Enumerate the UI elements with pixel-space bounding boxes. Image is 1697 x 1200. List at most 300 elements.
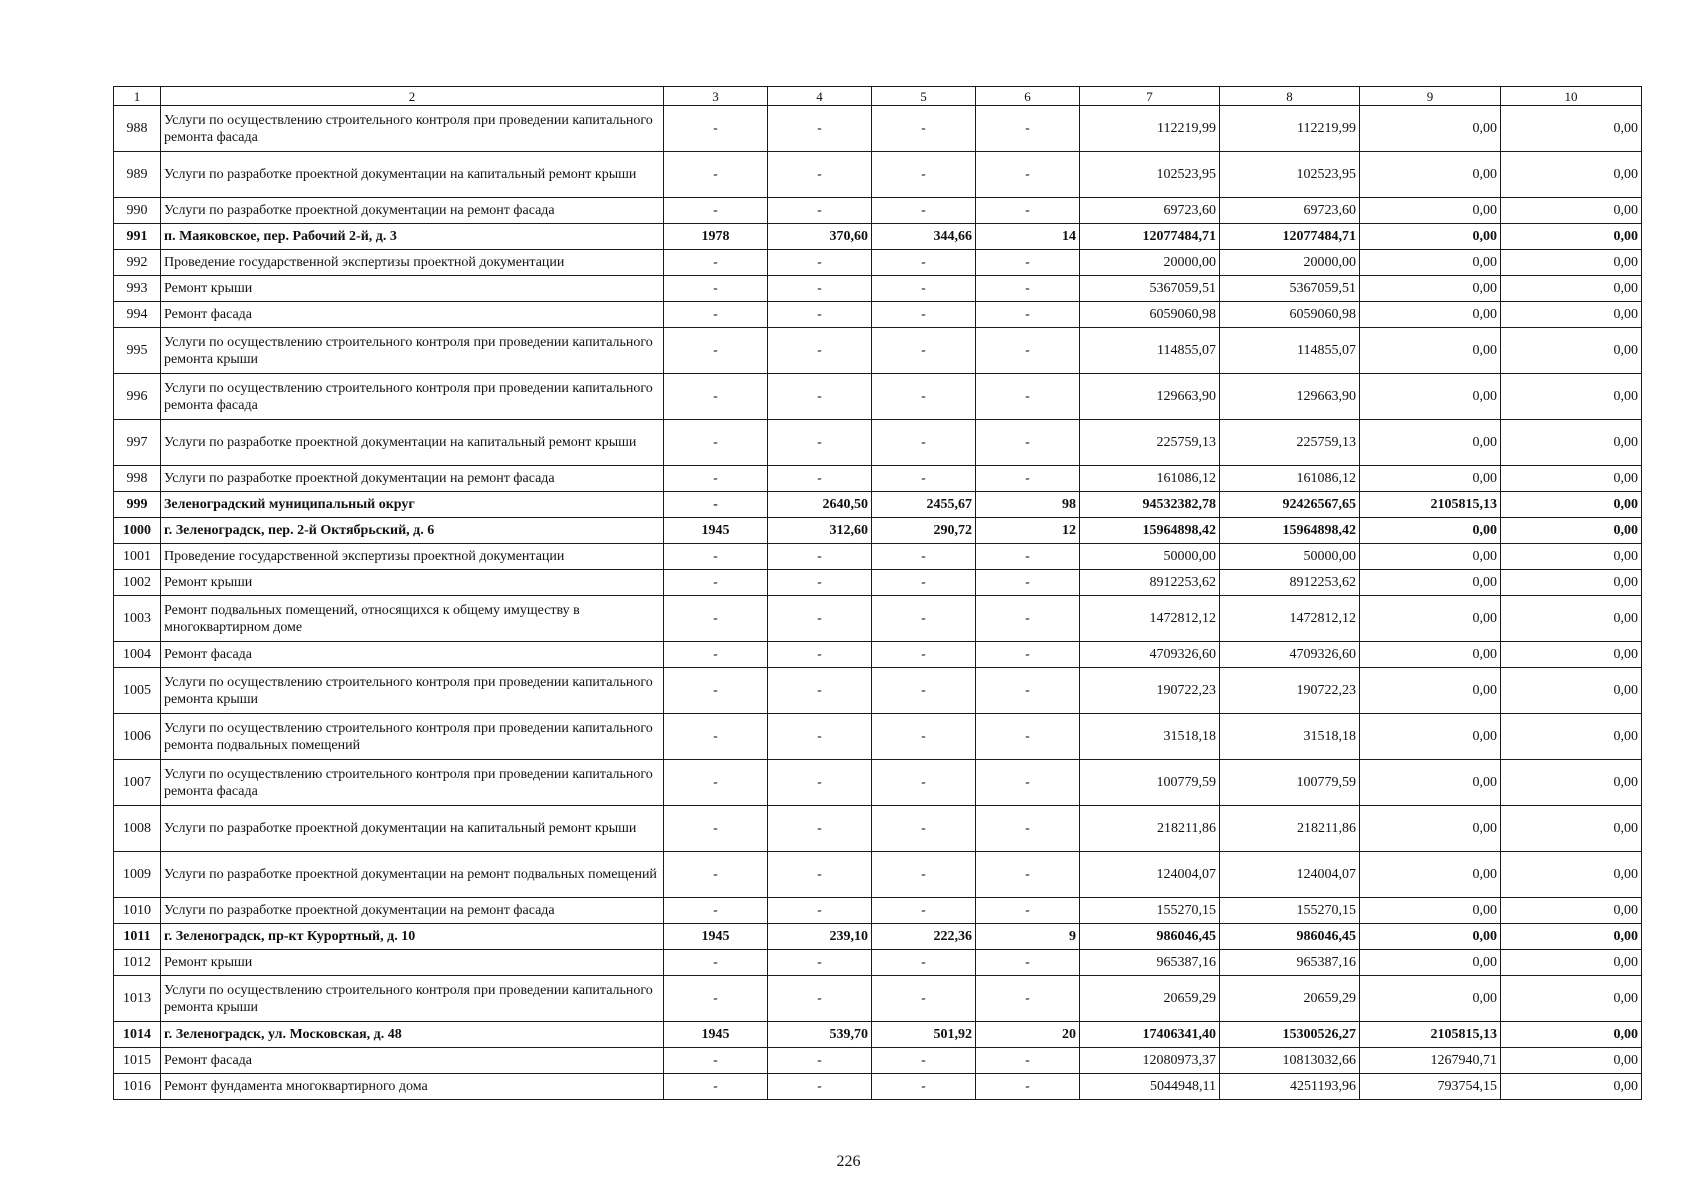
col-8-cell: 50000,00 (1220, 544, 1360, 570)
table-row (114, 466, 1642, 492)
col-4-cell: 370,60 (768, 224, 872, 250)
col-9-cell: 0,00 (1360, 950, 1501, 976)
col-9-cell: 0,00 (1360, 642, 1501, 668)
item-name-cell: г. Зеленоградск, пр-кт Курортный, д. 10 (161, 924, 664, 950)
row-number-cell: 1007 (114, 760, 161, 806)
item-name-cell: Услуги по осуществлению строительного контроля при проведении капитального ремонта подвальных помещений (161, 714, 664, 760)
col-7-cell: 15964898,42 (1080, 518, 1220, 544)
row-number-cell: 997 (114, 420, 161, 466)
col-9-cell: 0,00 (1360, 898, 1501, 924)
col-9-cell: 2105815,13 (1360, 492, 1501, 518)
col-8-cell: 102523,95 (1220, 152, 1360, 198)
col-5-cell: - (872, 950, 976, 976)
col-4-cell: - (768, 250, 872, 276)
col-8-cell: 112219,99 (1220, 106, 1360, 152)
row-number-cell: 1005 (114, 668, 161, 714)
row-number-cell: 998 (114, 466, 161, 492)
row-number-cell: 1013 (114, 976, 161, 1022)
row-number-cell: 995 (114, 328, 161, 374)
item-name-cell: Ремонт подвальных помещений, относящихся к общему имуществу в многоквартирном доме (161, 596, 664, 642)
col-8-cell: 12077484,71 (1220, 224, 1360, 250)
col-9-cell: 0,00 (1360, 276, 1501, 302)
col-10-cell: 0,00 (1501, 760, 1642, 806)
col-5-cell: - (872, 570, 976, 596)
col-4-cell: - (768, 852, 872, 898)
col-10-cell: 0,00 (1501, 596, 1642, 642)
col-5-cell: - (872, 420, 976, 466)
col-9-cell: 0,00 (1360, 250, 1501, 276)
col-9-cell: 2105815,13 (1360, 1022, 1501, 1048)
item-name-cell: Ремонт крыши (161, 276, 664, 302)
col-4-cell: - (768, 328, 872, 374)
item-name-cell: Ремонт фасада (161, 302, 664, 328)
col-6-cell: - (976, 328, 1080, 374)
table-row (114, 544, 1642, 570)
table-row (114, 328, 1642, 374)
row-number-cell: 1003 (114, 596, 161, 642)
col-7-cell: 4709326,60 (1080, 642, 1220, 668)
col-7-cell: 5367059,51 (1080, 276, 1220, 302)
item-name-cell: г. Зеленоградск, пер. 2-й Октябрьский, д. 6 (161, 518, 664, 544)
table-row (114, 852, 1642, 898)
col-8-cell: 15964898,42 (1220, 518, 1360, 544)
col-5-cell: - (872, 898, 976, 924)
col-8-cell: 190722,23 (1220, 668, 1360, 714)
col-3-cell: - (664, 328, 768, 374)
col-7-cell: 190722,23 (1080, 668, 1220, 714)
row-number-cell: 1009 (114, 852, 161, 898)
data-table (113, 86, 1642, 1100)
col-4-cell: - (768, 714, 872, 760)
row-number-cell: 989 (114, 152, 161, 198)
row-number-cell: 1010 (114, 898, 161, 924)
col-10-cell: 0,00 (1501, 1022, 1642, 1048)
col-8-cell: 124004,07 (1220, 852, 1360, 898)
col-7-cell: 69723,60 (1080, 198, 1220, 224)
table-row (114, 668, 1642, 714)
column-header: 10 (1501, 87, 1642, 106)
col-5-cell: 501,92 (872, 1022, 976, 1048)
col-7-cell: 12077484,71 (1080, 224, 1220, 250)
col-10-cell: 0,00 (1501, 852, 1642, 898)
row-number-cell: 1004 (114, 642, 161, 668)
row-number-cell: 988 (114, 106, 161, 152)
col-6-cell: - (976, 898, 1080, 924)
col-3-cell: - (664, 198, 768, 224)
item-name-cell: Услуги по осуществлению строительного контроля при проведении капитального ремонта крыши (161, 328, 664, 374)
col-9-cell: 0,00 (1360, 302, 1501, 328)
item-name-cell: п. Маяковское, пер. Рабочий 2-й, д. 3 (161, 224, 664, 250)
row-number-cell: 991 (114, 224, 161, 250)
col-4-cell: - (768, 976, 872, 1022)
col-9-cell: 0,00 (1360, 420, 1501, 466)
col-5-cell: - (872, 328, 976, 374)
item-name-cell: Зеленоградский муниципальный округ (161, 492, 664, 518)
col-8-cell: 69723,60 (1220, 198, 1360, 224)
col-6-cell: 12 (976, 518, 1080, 544)
col-10-cell: 0,00 (1501, 1074, 1642, 1100)
col-7-cell: 20659,29 (1080, 976, 1220, 1022)
col-6-cell: - (976, 544, 1080, 570)
column-header: 9 (1360, 87, 1501, 106)
row-number-cell: 1014 (114, 1022, 161, 1048)
col-4-cell: 539,70 (768, 1022, 872, 1048)
col-8-cell: 6059060,98 (1220, 302, 1360, 328)
table-row (114, 420, 1642, 466)
column-header: 3 (664, 87, 768, 106)
col-6-cell: - (976, 852, 1080, 898)
col-3-cell: - (664, 152, 768, 198)
col-9-cell: 0,00 (1360, 198, 1501, 224)
item-name-cell: Услуги по разработке проектной документации на ремонт фасада (161, 466, 664, 492)
col-9-cell: 0,00 (1360, 374, 1501, 420)
row-number-cell: 999 (114, 492, 161, 518)
col-10-cell: 0,00 (1501, 714, 1642, 760)
col-8-cell: 114855,07 (1220, 328, 1360, 374)
col-7-cell: 112219,99 (1080, 106, 1220, 152)
col-8-cell: 155270,15 (1220, 898, 1360, 924)
col-7-cell: 102523,95 (1080, 152, 1220, 198)
col-3-cell: - (664, 976, 768, 1022)
col-4-cell: - (768, 898, 872, 924)
item-name-cell: Услуги по разработке проектной документации на ремонт фасада (161, 898, 664, 924)
col-5-cell: 344,66 (872, 224, 976, 250)
col-10-cell: 0,00 (1501, 976, 1642, 1022)
item-name-cell: Услуги по осуществлению строительного контроля при проведении капитального ремонта крыши (161, 976, 664, 1022)
col-8-cell: 225759,13 (1220, 420, 1360, 466)
col-7-cell: 6059060,98 (1080, 302, 1220, 328)
row-number-cell: 1016 (114, 1074, 161, 1100)
table-row (114, 198, 1642, 224)
table-row (114, 898, 1642, 924)
table-row (114, 950, 1642, 976)
row-number-cell: 993 (114, 276, 161, 302)
column-header: 5 (872, 87, 976, 106)
col-4-cell: 2640,50 (768, 492, 872, 518)
col-8-cell: 218211,86 (1220, 806, 1360, 852)
col-10-cell: 0,00 (1501, 152, 1642, 198)
col-9-cell: 0,00 (1360, 328, 1501, 374)
col-5-cell: - (872, 760, 976, 806)
col-4-cell: - (768, 420, 872, 466)
col-3-cell: - (664, 276, 768, 302)
col-5-cell: - (872, 152, 976, 198)
col-7-cell: 124004,07 (1080, 852, 1220, 898)
col-6-cell: - (976, 374, 1080, 420)
col-7-cell: 986046,45 (1080, 924, 1220, 950)
row-number-cell: 1012 (114, 950, 161, 976)
item-name-cell: Услуги по осуществлению строительного контроля при проведении капитального ремонта фасада (161, 374, 664, 420)
col-10-cell: 0,00 (1501, 302, 1642, 328)
col-8-cell: 20659,29 (1220, 976, 1360, 1022)
col-10-cell: 0,00 (1501, 250, 1642, 276)
table-row (114, 924, 1642, 950)
col-3-cell: - (664, 668, 768, 714)
row-number-cell: 1015 (114, 1048, 161, 1074)
col-5-cell: - (872, 668, 976, 714)
col-9-cell: 0,00 (1360, 152, 1501, 198)
col-3-cell: - (664, 1048, 768, 1074)
col-10-cell: 0,00 (1501, 806, 1642, 852)
col-6-cell: - (976, 976, 1080, 1022)
col-10-cell: 0,00 (1501, 492, 1642, 518)
col-5-cell: - (872, 302, 976, 328)
col-6-cell: - (976, 302, 1080, 328)
col-6-cell: - (976, 420, 1080, 466)
col-5-cell: - (872, 106, 976, 152)
col-3-cell: - (664, 302, 768, 328)
col-9-cell: 793754,15 (1360, 1074, 1501, 1100)
col-10-cell: 0,00 (1501, 924, 1642, 950)
col-10-cell: 0,00 (1501, 544, 1642, 570)
col-6-cell: - (976, 642, 1080, 668)
col-10-cell: 0,00 (1501, 466, 1642, 492)
col-4-cell: - (768, 806, 872, 852)
row-number-cell: 990 (114, 198, 161, 224)
item-name-cell: Услуги по осуществлению строительного контроля при проведении капитального ремонта крыши (161, 668, 664, 714)
col-3-cell: 1945 (664, 518, 768, 544)
col-10-cell: 0,00 (1501, 224, 1642, 250)
col-8-cell: 986046,45 (1220, 924, 1360, 950)
col-10-cell: 0,00 (1501, 570, 1642, 596)
col-7-cell: 8912253,62 (1080, 570, 1220, 596)
item-name-cell: Ремонт крыши (161, 950, 664, 976)
col-10-cell: 0,00 (1501, 106, 1642, 152)
col-3-cell: 1978 (664, 224, 768, 250)
table-row (114, 1048, 1642, 1074)
col-9-cell: 0,00 (1360, 806, 1501, 852)
col-6-cell: - (976, 570, 1080, 596)
row-number-cell: 1002 (114, 570, 161, 596)
col-4-cell: - (768, 276, 872, 302)
row-number-cell: 992 (114, 250, 161, 276)
table-row (114, 518, 1642, 544)
col-6-cell: - (976, 806, 1080, 852)
col-10-cell: 0,00 (1501, 420, 1642, 466)
col-9-cell: 0,00 (1360, 976, 1501, 1022)
col-10-cell: 0,00 (1501, 898, 1642, 924)
column-header: 6 (976, 87, 1080, 106)
col-3-cell: - (664, 1074, 768, 1100)
col-7-cell: 161086,12 (1080, 466, 1220, 492)
table-row (114, 1074, 1642, 1100)
col-3-cell: - (664, 760, 768, 806)
col-5-cell: - (872, 1048, 976, 1074)
col-10-cell: 0,00 (1501, 950, 1642, 976)
row-number-cell: 1000 (114, 518, 161, 544)
item-name-cell: Услуги по разработке проектной документации на капитальный ремонт крыши (161, 420, 664, 466)
col-5-cell: 2455,67 (872, 492, 976, 518)
col-3-cell: 1945 (664, 924, 768, 950)
col-9-cell: 0,00 (1360, 760, 1501, 806)
col-3-cell: - (664, 374, 768, 420)
col-9-cell: 0,00 (1360, 466, 1501, 492)
table-row (114, 570, 1642, 596)
col-4-cell: 239,10 (768, 924, 872, 950)
col-3-cell: - (664, 596, 768, 642)
col-7-cell: 114855,07 (1080, 328, 1220, 374)
col-8-cell: 129663,90 (1220, 374, 1360, 420)
item-name-cell: г. Зеленоградск, ул. Московская, д. 48 (161, 1022, 664, 1048)
col-9-cell: 0,00 (1360, 714, 1501, 760)
col-3-cell: - (664, 852, 768, 898)
col-7-cell: 50000,00 (1080, 544, 1220, 570)
column-header: 2 (161, 87, 664, 106)
col-4-cell: - (768, 198, 872, 224)
item-name-cell: Проведение государственной экспертизы проектной документации (161, 544, 664, 570)
col-6-cell: - (976, 250, 1080, 276)
column-header: 1 (114, 87, 161, 106)
col-5-cell: - (872, 976, 976, 1022)
col-4-cell: - (768, 544, 872, 570)
col-9-cell: 0,00 (1360, 544, 1501, 570)
col-8-cell: 965387,16 (1220, 950, 1360, 976)
row-number-cell: 1011 (114, 924, 161, 950)
col-4-cell: - (768, 668, 872, 714)
table-body (114, 87, 1642, 1100)
column-header-row (114, 87, 1642, 106)
col-4-cell: - (768, 466, 872, 492)
col-8-cell: 4251193,96 (1220, 1074, 1360, 1100)
col-6-cell: 9 (976, 924, 1080, 950)
col-10-cell: 0,00 (1501, 1048, 1642, 1074)
item-name-cell: Услуги по разработке проектной документации на ремонт фасада (161, 198, 664, 224)
col-6-cell: - (976, 950, 1080, 976)
col-10-cell: 0,00 (1501, 198, 1642, 224)
col-5-cell: - (872, 250, 976, 276)
col-8-cell: 1472812,12 (1220, 596, 1360, 642)
col-5-cell: - (872, 806, 976, 852)
col-3-cell: - (664, 806, 768, 852)
col-7-cell: 965387,16 (1080, 950, 1220, 976)
col-3-cell: - (664, 950, 768, 976)
col-9-cell: 0,00 (1360, 570, 1501, 596)
col-9-cell: 0,00 (1360, 596, 1501, 642)
col-7-cell: 155270,15 (1080, 898, 1220, 924)
col-9-cell: 0,00 (1360, 924, 1501, 950)
item-name-cell: Ремонт фундамента многоквартирного дома (161, 1074, 664, 1100)
col-10-cell: 0,00 (1501, 668, 1642, 714)
col-4-cell: 312,60 (768, 518, 872, 544)
col-9-cell: 0,00 (1360, 668, 1501, 714)
col-3-cell: - (664, 714, 768, 760)
col-3-cell: - (664, 642, 768, 668)
table-row (114, 492, 1642, 518)
table-row (114, 760, 1642, 806)
table-row (114, 806, 1642, 852)
col-7-cell: 94532382,78 (1080, 492, 1220, 518)
col-5-cell: - (872, 544, 976, 570)
table-row (114, 374, 1642, 420)
col-4-cell: - (768, 302, 872, 328)
col-3-cell: - (664, 544, 768, 570)
col-6-cell: 20 (976, 1022, 1080, 1048)
column-header: 7 (1080, 87, 1220, 106)
col-5-cell: - (872, 374, 976, 420)
row-number-cell: 996 (114, 374, 161, 420)
col-10-cell: 0,00 (1501, 276, 1642, 302)
col-7-cell: 129663,90 (1080, 374, 1220, 420)
column-header: 8 (1220, 87, 1360, 106)
col-5-cell: - (872, 466, 976, 492)
col-7-cell: 1472812,12 (1080, 596, 1220, 642)
col-9-cell: 1267940,71 (1360, 1048, 1501, 1074)
col-4-cell: - (768, 1074, 872, 1100)
col-8-cell: 5367059,51 (1220, 276, 1360, 302)
table-row (114, 596, 1642, 642)
col-6-cell: 14 (976, 224, 1080, 250)
col-3-cell: - (664, 420, 768, 466)
col-8-cell: 4709326,60 (1220, 642, 1360, 668)
col-6-cell: - (976, 276, 1080, 302)
col-6-cell: - (976, 1074, 1080, 1100)
table-row (114, 1022, 1642, 1048)
col-4-cell: - (768, 570, 872, 596)
col-10-cell: 0,00 (1501, 374, 1642, 420)
col-3-cell: 1945 (664, 1022, 768, 1048)
col-5-cell: 290,72 (872, 518, 976, 544)
col-6-cell: - (976, 198, 1080, 224)
col-5-cell: 222,36 (872, 924, 976, 950)
col-6-cell: - (976, 714, 1080, 760)
table-row (114, 714, 1642, 760)
item-name-cell: Услуги по разработке проектной документации на капитальный ремонт крыши (161, 152, 664, 198)
table-row (114, 276, 1642, 302)
col-4-cell: - (768, 152, 872, 198)
col-3-cell: - (664, 492, 768, 518)
page-number: 226 (836, 1153, 861, 1170)
column-header: 4 (768, 87, 872, 106)
col-10-cell: 0,00 (1501, 642, 1642, 668)
col-3-cell: - (664, 106, 768, 152)
col-8-cell: 92426567,65 (1220, 492, 1360, 518)
col-7-cell: 225759,13 (1080, 420, 1220, 466)
col-8-cell: 31518,18 (1220, 714, 1360, 760)
col-6-cell: - (976, 466, 1080, 492)
col-6-cell: - (976, 760, 1080, 806)
item-name-cell: Услуги по осуществлению строительного контроля при проведении капитального ремонта фасада (161, 760, 664, 806)
col-7-cell: 12080973,37 (1080, 1048, 1220, 1074)
col-5-cell: - (872, 852, 976, 898)
row-number-cell: 994 (114, 302, 161, 328)
col-5-cell: - (872, 714, 976, 760)
col-6-cell: - (976, 106, 1080, 152)
item-name-cell: Проведение государственной экспертизы проектной документации (161, 250, 664, 276)
col-3-cell: - (664, 466, 768, 492)
col-8-cell: 8912253,62 (1220, 570, 1360, 596)
item-name-cell: Ремонт фасада (161, 1048, 664, 1074)
col-8-cell: 15300526,27 (1220, 1022, 1360, 1048)
col-3-cell: - (664, 898, 768, 924)
col-6-cell: - (976, 152, 1080, 198)
col-7-cell: 17406341,40 (1080, 1022, 1220, 1048)
col-7-cell: 31518,18 (1080, 714, 1220, 760)
col-5-cell: - (872, 198, 976, 224)
item-name-cell: Услуги по осуществлению строительного контроля при проведении капитального ремонта фасада (161, 106, 664, 152)
col-9-cell: 0,00 (1360, 518, 1501, 544)
table-row (114, 302, 1642, 328)
col-10-cell: 0,00 (1501, 328, 1642, 374)
table-row (114, 152, 1642, 198)
col-10-cell: 0,00 (1501, 518, 1642, 544)
col-8-cell: 10813032,66 (1220, 1048, 1360, 1074)
col-4-cell: - (768, 106, 872, 152)
col-5-cell: - (872, 596, 976, 642)
col-5-cell: - (872, 1074, 976, 1100)
col-6-cell: - (976, 596, 1080, 642)
col-9-cell: 0,00 (1360, 224, 1501, 250)
col-5-cell: - (872, 276, 976, 302)
